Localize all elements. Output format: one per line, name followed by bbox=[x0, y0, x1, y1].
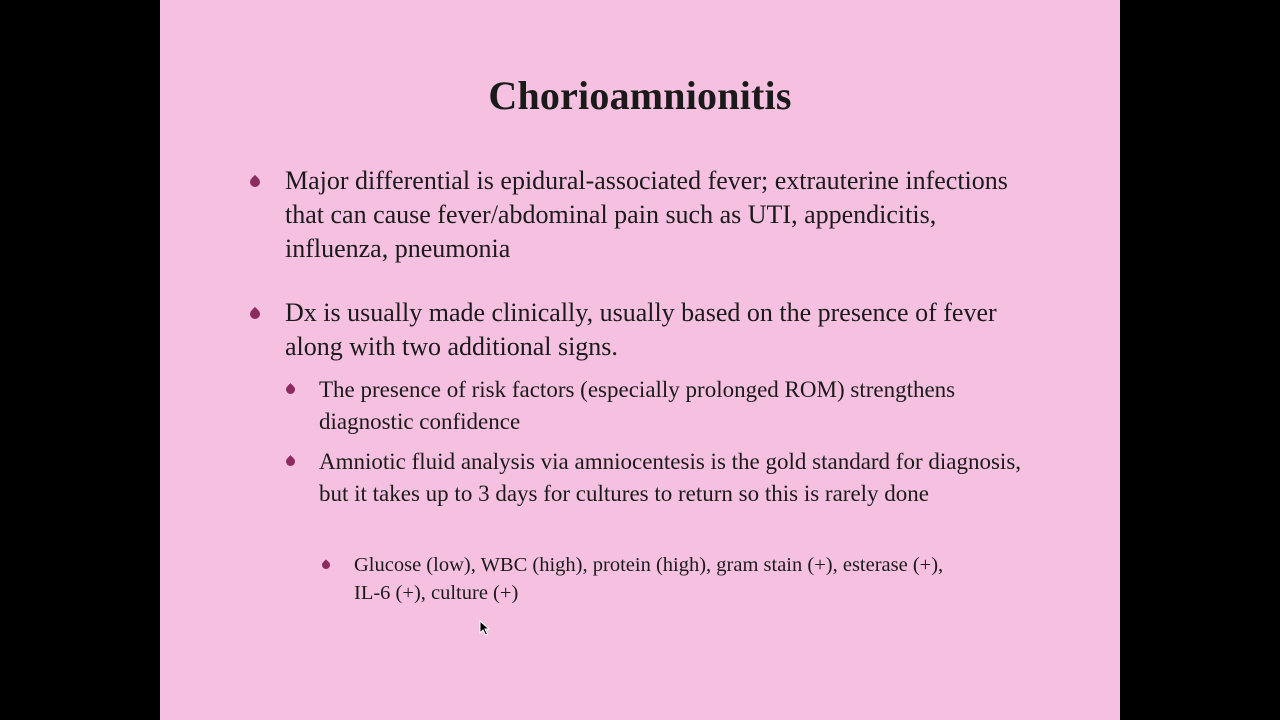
bullet-item bbox=[250, 164, 1040, 266]
drop-bullet-icon bbox=[320, 559, 331, 570]
bullet-item bbox=[250, 296, 1040, 364]
drop-bullet-icon bbox=[248, 307, 262, 321]
sub-bullet-item bbox=[286, 374, 1026, 438]
sub-bullet-text: Amniotic fluid analysis via amniocentesis is the gold standard for diagnosis, but it takes up to 3 days for cultures to return so this is rarely done bbox=[319, 449, 1022, 506]
bullet-text: Major differential is epidural-associated fever; extrauterine infections that can cause fever/abdominal pain such as UTI, appendicitis, influenza, pneumonia bbox=[285, 166, 1008, 263]
drop-bullet-icon bbox=[284, 383, 297, 396]
drop-bullet-icon bbox=[284, 455, 297, 468]
drop-bullet-icon bbox=[248, 175, 262, 189]
slide bbox=[160, 0, 1120, 720]
mouse-pointer-icon bbox=[479, 620, 493, 638]
sub-sub-bullet-text: Glucose (low), WBC (high), protein (high), gram stain (+), esterase (+), IL-6 (+), culture (+) bbox=[354, 554, 944, 604]
sub-bullet-text: The presence of risk factors (especially prolonged ROM) strengthens diagnostic confidence bbox=[319, 377, 956, 434]
bullet-text: Dx is usually made clinically, usually based on the presence of fever along with two additional signs. bbox=[285, 298, 997, 361]
sub-sub-bullet-item bbox=[322, 551, 962, 607]
slide-title: Chorioamnionitis bbox=[488, 73, 792, 118]
sub-bullet-item bbox=[286, 446, 1026, 510]
